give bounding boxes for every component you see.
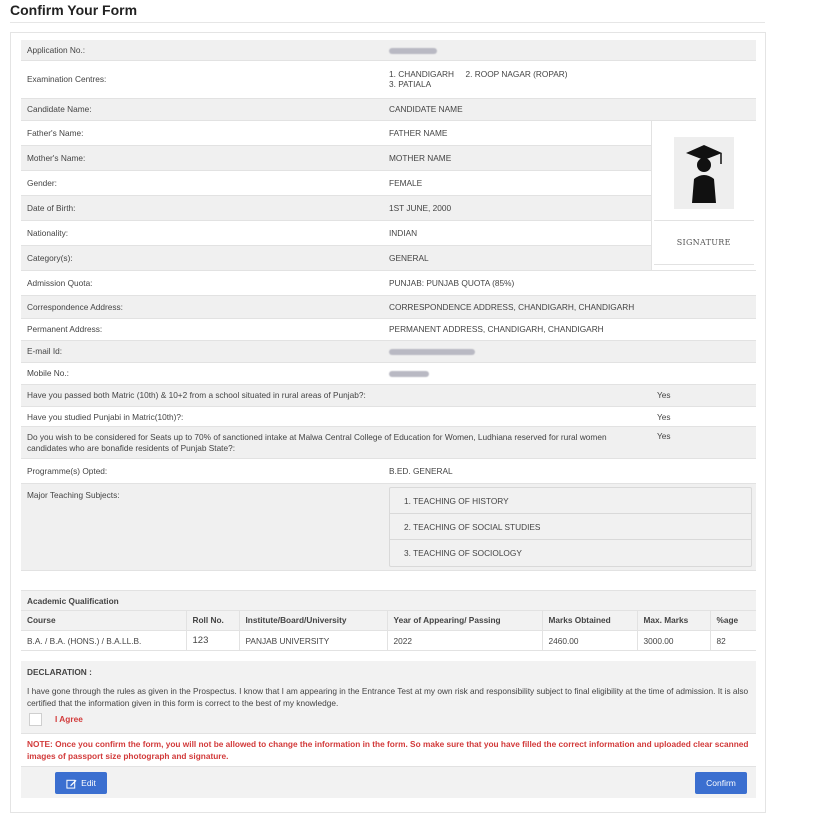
mobile-value [383, 362, 756, 384]
detail-row [21, 195, 756, 220]
question-text: Have you passed both Matric (10th) & 10+2 from a school situated in rural areas of Punjab?: [21, 385, 651, 407]
action-bar [21, 766, 756, 798]
edit-icon [66, 778, 77, 789]
detail-value: INDIAN [383, 220, 651, 245]
programme-table [21, 459, 756, 591]
question-text: Do you wish to be considered for Seats up to 70% of sanctioned intake at Malwa Central College of Education for Women, Ludhiana reserved for rural women candidates who are bonafide residents of Punjab State?: [21, 427, 651, 459]
detail-value: 1ST JUNE, 2000 [383, 195, 651, 220]
detail-label: Mother's Name: [21, 145, 383, 170]
photo-frame [654, 126, 755, 221]
column-header: Marks Obtained [542, 611, 637, 631]
photo-signature-cell [651, 120, 756, 270]
programme-value: B.ED. GENERAL [383, 459, 756, 483]
detail-row [21, 60, 756, 98]
detail-row [21, 120, 756, 145]
question-answer: Yes [651, 427, 756, 459]
question-answer: Yes [651, 407, 756, 427]
detail-value: MOTHER NAME [383, 145, 651, 170]
academic-header-row [21, 611, 756, 631]
form-content [21, 40, 756, 798]
detail-row [21, 318, 756, 340]
detail-value: FEMALE [383, 170, 651, 195]
teaching-subjects-list [389, 487, 752, 567]
agree-checkbox[interactable] [29, 713, 42, 726]
table-cell: 2022 [387, 631, 542, 651]
confirmation-note: NOTE: Once you confirm the form, you will not be allowed to change the information in the form. So make sure that you have filled the correct information and uploaded clear scanned images of passport size photograph and signature. [21, 733, 756, 766]
declaration-section [21, 661, 756, 733]
question-answer: Yes [651, 385, 756, 407]
detail-row [21, 459, 756, 483]
detail-label: Permanent Address: [21, 318, 383, 340]
detail-label: Nationality: [21, 220, 383, 245]
detail-value: PUNJAB: PUNJAB QUOTA (85%) [383, 270, 756, 295]
detail-row [21, 220, 756, 245]
redacted-value [389, 349, 475, 355]
column-header: Year of Appearing/ Passing [387, 611, 542, 631]
table-cell: 2460.00 [542, 631, 637, 651]
question-text: Have you studied Punjabi in Matric(10th)?: [21, 407, 651, 427]
exam-centre-line: 3. PATIALA [389, 79, 432, 89]
column-header: Roll No. [186, 611, 239, 631]
edit-button[interactable] [55, 772, 107, 794]
detail-row [21, 483, 756, 570]
edit-button-label: Edit [81, 778, 96, 788]
list-item: 2. TEACHING OF SOCIAL STUDIES [390, 514, 751, 540]
detail-label: Candidate Name: [21, 98, 383, 120]
detail-label: Examination Centres: [21, 60, 383, 98]
table-row [21, 631, 756, 651]
details-table [21, 40, 756, 385]
list-item: 3. TEACHING OF SOCIOLOGY [404, 547, 522, 558]
spacer-row [21, 570, 756, 590]
detail-label: E-mail Id: [21, 340, 383, 362]
academic-qualification-title: Academic Qualification [21, 591, 756, 611]
exam-centres-value [383, 60, 756, 98]
detail-value: CORRESPONDENCE ADDRESS, CHANDIGARH, CHANDIGARH [383, 295, 756, 318]
column-header: Institute/Board/University [239, 611, 387, 631]
redacted-value [389, 371, 429, 377]
column-header: Max. Marks [637, 611, 710, 631]
detail-value: GENERAL [383, 245, 651, 270]
detail-label: Admission Quota: [21, 270, 383, 295]
detail-label: Programme(s) Opted: [21, 459, 383, 483]
detail-row [21, 295, 756, 318]
declaration-text: I have gone through the rules as given in the Prospectus. I know that I am appearing in the Entrance Test at my own risk and responsibility subject to final eligibility at the time of admission. It is also certified that the information given in this form is correct to the best of my knowledge. [27, 686, 749, 708]
detail-label: Correspondence Address: [21, 295, 383, 318]
detail-row [21, 340, 756, 362]
detail-label: Father's Name: [21, 120, 383, 145]
page-title: Confirm Your Form [10, 2, 138, 18]
detail-row [21, 170, 756, 195]
agree-row [27, 711, 750, 727]
table-cell: 82 [710, 631, 756, 651]
detail-row [21, 270, 756, 295]
question-row [21, 427, 756, 459]
signature-image: SIGNATURE [654, 221, 755, 265]
detail-value: PERMANENT ADDRESS, CHANDIGARH, CHANDIGARH [383, 318, 756, 340]
academic-table [21, 611, 756, 652]
column-header: %age [710, 611, 756, 631]
detail-label: Date of Birth: [21, 195, 383, 220]
table-cell: B.A. / B.A. (HONS.) / B.A.LL.B. [21, 631, 186, 651]
detail-row [21, 362, 756, 384]
detail-label: Major Teaching Subjects: [21, 483, 383, 570]
table-cell: 123 [186, 631, 239, 651]
question-row [21, 385, 756, 407]
detail-label: Gender: [21, 170, 383, 195]
declaration-heading: DECLARATION : [27, 667, 92, 677]
questions-table [21, 385, 756, 460]
list-item: 1. TEACHING OF HISTORY [390, 488, 751, 514]
detail-row [21, 40, 756, 60]
detail-row [21, 98, 756, 120]
detail-label: Mobile No.: [21, 362, 383, 384]
agree-label[interactable]: I Agree [55, 714, 83, 724]
detail-label: Category(s): [21, 245, 383, 270]
title-divider [10, 22, 765, 23]
redacted-value [389, 48, 437, 54]
email-value [383, 340, 756, 362]
detail-value: FATHER NAME [383, 120, 651, 145]
table-cell: 3000.00 [637, 631, 710, 651]
detail-row [21, 245, 756, 270]
column-header: Course [21, 611, 186, 631]
confirm-button[interactable]: Confirm [695, 772, 747, 794]
table-cell: PANJAB UNIVERSITY [239, 631, 387, 651]
graduate-photo-icon [674, 137, 734, 209]
exam-centre-line: 1. CHANDIGARH 2. ROOP NAGAR (ROPAR) [389, 69, 568, 79]
question-row [21, 407, 756, 427]
detail-row [21, 145, 756, 170]
detail-label: Application No.: [21, 40, 383, 60]
application-number-value [383, 40, 756, 60]
detail-value: CANDIDATE NAME [383, 98, 756, 120]
